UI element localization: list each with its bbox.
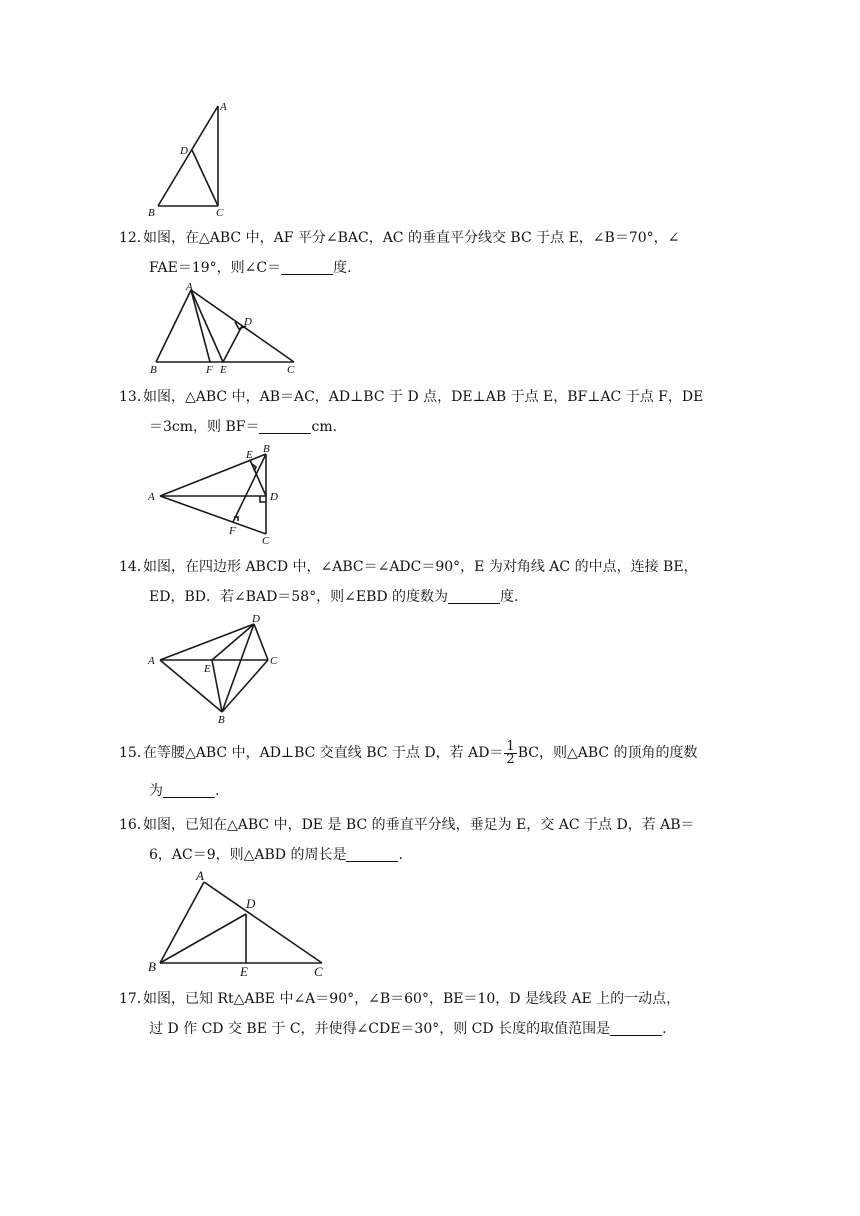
question-text-line1-suffix: BC，则△ABC 的顶角的度数 <box>517 745 698 761</box>
question-text-line2: ＝3cm，则 BF＝ <box>149 419 260 435</box>
label-c: C <box>262 535 270 547</box>
label-d: D <box>244 316 252 328</box>
triangle-diagram <box>146 868 336 978</box>
answer-blank[interactable] <box>259 417 311 434</box>
label-d: D <box>252 613 260 625</box>
question-text-line2: 为 <box>149 783 163 799</box>
question-text-line1: 如图，△ABC 中，AB＝AC，AD⊥BC 于 D 点，DE⊥AB 于点 E，BF⊥AC 于点 F，DE <box>143 389 704 405</box>
label-d: D <box>246 896 256 911</box>
label-e: E <box>204 663 211 675</box>
question-13 <box>119 382 731 442</box>
label-b: B <box>150 364 157 376</box>
question-14 <box>119 552 731 612</box>
triangle-diagram <box>146 442 296 547</box>
question-text-line2: ED，BD．若∠BAD＝58°，则∠EBD 的度数为 <box>149 589 449 605</box>
label-c: C <box>270 655 278 667</box>
label-e: E <box>220 364 227 376</box>
question-text-line1: 如图，在△ABC 中，AF 平分∠BAC，AC 的垂直平分线交 BC 于点 E，∠B＝70°，∠ <box>143 230 680 246</box>
question-15 <box>119 738 731 806</box>
question-text-line1: 在等腰△ABC 中，AD⊥BC 交直线 BC 于点 D，若 AD＝ <box>143 745 504 761</box>
question-text-suffix: cm. <box>311 419 338 435</box>
fraction-denominator: 2 <box>506 751 515 767</box>
question-number: 13． <box>119 389 151 405</box>
question-text-suffix: 度. <box>500 589 519 605</box>
label-d: D <box>270 491 278 503</box>
question-text-line2: FAE＝19°，则∠C＝ <box>149 260 282 276</box>
answer-blank[interactable] <box>163 781 215 798</box>
answer-blank[interactable] <box>448 587 500 604</box>
question-number: 14． <box>119 559 151 575</box>
triangle-diagram <box>140 98 250 223</box>
label-d: D <box>180 145 188 157</box>
label-a: A <box>148 491 155 503</box>
question-17 <box>119 984 731 1044</box>
label-c: C <box>216 207 224 219</box>
question-number: 17． <box>119 991 151 1007</box>
question-text-line2: 过 D 作 CD 交 BE 于 C，并使得∠CDE＝30°，则 CD 长度的取值范围是 <box>149 1021 611 1037</box>
label-e: E <box>240 964 248 979</box>
fraction-one-half <box>504 738 516 767</box>
question-text-line1: 如图，已知在△ABC 中，DE 是 BC 的垂直平分线，垂足为 E，交 AC 于点 D，若 AB＝ <box>143 817 695 833</box>
question-16 <box>119 810 731 870</box>
label-b: B <box>148 959 156 974</box>
label-a: A <box>148 655 155 667</box>
answer-blank[interactable] <box>346 845 398 862</box>
question-text-line1: 如图，在四边形 ABCD 中，∠ABC＝∠ADC＝90°，E 为对角线 AC 的中点，连接 BE， <box>143 559 698 575</box>
label-a: A <box>220 101 227 113</box>
label-a: A <box>196 868 204 883</box>
question-text-suffix: . <box>215 783 220 799</box>
figure-q11 <box>140 98 250 223</box>
label-f: F <box>206 364 213 376</box>
figure-q13 <box>146 442 296 547</box>
figure-q14 <box>146 612 286 727</box>
label-b: B <box>148 207 155 219</box>
label-b: B <box>263 443 270 455</box>
answer-blank[interactable] <box>281 258 333 275</box>
question-text-line1: 如图，已知 Rt△ABE 中∠A＝90°，∠B＝60°，BE＝10，D 是线段 AE 上的一动点， <box>143 991 681 1007</box>
question-12 <box>119 223 731 283</box>
figure-q12 <box>146 282 311 377</box>
question-number: 16． <box>119 817 151 833</box>
label-f: F <box>229 525 236 537</box>
question-number: 12． <box>119 230 151 246</box>
label-b: B <box>218 714 225 726</box>
label-a: A <box>186 281 193 293</box>
label-e: E <box>246 449 253 461</box>
label-c: C <box>287 364 295 376</box>
figure-q16 <box>146 868 336 978</box>
question-number: 15． <box>119 745 151 761</box>
fraction-numerator: 1 <box>506 738 515 754</box>
question-text-suffix: . <box>662 1021 667 1037</box>
question-text-line2: 6，AC＝9，则△ABD 的周长是 <box>149 847 347 863</box>
quadrilateral-diagram <box>146 612 286 727</box>
question-text-suffix: 度. <box>333 260 352 276</box>
question-text-suffix: . <box>398 847 403 863</box>
triangle-diagram <box>146 282 311 377</box>
label-c: C <box>314 964 323 979</box>
answer-blank[interactable] <box>610 1019 662 1036</box>
